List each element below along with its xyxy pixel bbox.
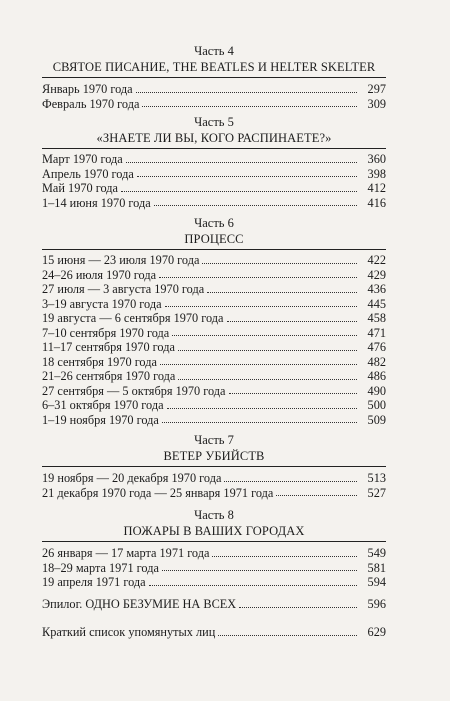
entry-page: 509	[367, 412, 386, 427]
entry-label: Январь 1970 года	[42, 82, 133, 96]
part-7-section	[42, 433, 386, 500]
entry-page: 412	[367, 181, 386, 195]
entry-page: 482	[367, 354, 386, 369]
divider	[42, 77, 386, 78]
part-title: ПРОЦЕСС	[184, 232, 244, 246]
dot-leader	[162, 413, 357, 424]
dot-leader	[212, 546, 357, 557]
entry-label: 18 сентября 1970 года	[42, 354, 157, 369]
dot-leader	[224, 471, 357, 482]
entry-label: Февраль 1970 года	[42, 96, 140, 111]
toc-entry[interactable]	[42, 268, 386, 283]
part-number: Часть 8	[194, 508, 234, 522]
entry-page: 297	[367, 82, 386, 96]
toc-entry[interactable]	[42, 471, 386, 486]
toc-entry[interactable]	[42, 152, 386, 167]
entry-label: Апрель 1970 года	[42, 166, 134, 181]
entry-page: 527	[367, 485, 386, 500]
dot-leader	[149, 575, 357, 586]
part-5-section	[42, 115, 386, 210]
toc-entry[interactable]	[42, 282, 386, 297]
toc-entry[interactable]	[42, 384, 386, 399]
entry-page: 360	[367, 152, 386, 166]
entry-label: 24–26 июля 1970 года	[42, 267, 157, 282]
index-list-section	[42, 625, 386, 640]
entry-page: 486	[367, 369, 386, 383]
dot-leader	[207, 282, 357, 293]
entry-label: Март 1970 года	[42, 152, 123, 166]
entry-page: 513	[367, 471, 386, 485]
epilogue-section	[42, 597, 386, 612]
entry-page: 594	[367, 575, 386, 589]
toc-entry-index-list[interactable]	[42, 625, 386, 640]
toc-entry[interactable]	[42, 398, 386, 413]
toc-entry[interactable]	[42, 181, 386, 196]
entry-label: 3–19 августа 1970 года	[42, 296, 162, 311]
entry-label: 1–14 июня 1970 года	[42, 195, 151, 210]
entry-label: 7–10 сентября 1970 года	[42, 325, 170, 340]
toc-entry[interactable]	[42, 326, 386, 341]
toc-entry[interactable]	[42, 486, 386, 501]
toc-entry[interactable]	[42, 82, 386, 97]
entry-label: 19 апреля 1971 года	[42, 575, 146, 589]
entry-page: 476	[367, 340, 386, 354]
dot-leader	[178, 369, 357, 380]
part-title: «ЗНАЕТЕ ЛИ ВЫ, КОГО РАСПИНАЕТЕ?»	[96, 131, 332, 145]
entry-page: 309	[367, 96, 386, 111]
entry-label: 15 июня — 23 июля 1970 года	[42, 253, 200, 267]
entry-page: 436	[367, 282, 386, 296]
part-4-section	[42, 44, 386, 111]
part-6-section	[42, 216, 386, 427]
entry-page: 398	[367, 166, 386, 181]
toc-entry[interactable]	[42, 355, 386, 370]
entry-label: 19 ноября — 20 декабря 1970 года	[42, 471, 222, 485]
entry-label: 27 июля — 3 августа 1970 года	[42, 282, 205, 296]
dot-leader	[276, 486, 357, 497]
dot-leader	[167, 398, 357, 409]
toc-entry[interactable]	[42, 340, 386, 355]
dot-leader	[165, 297, 357, 308]
toc-entry[interactable]	[42, 167, 386, 182]
entry-label: 27 сентября — 5 октября 1970 года	[42, 383, 226, 398]
toc-entry[interactable]	[42, 413, 386, 428]
entry-label: 1–19 ноября 1970 года	[42, 412, 159, 427]
dot-leader	[126, 152, 357, 163]
entry-label: 21 декабря 1970 года — 25 января 1971 года	[42, 485, 274, 500]
part-number: Часть 6	[194, 216, 234, 230]
toc-entry[interactable]	[42, 297, 386, 312]
dot-leader	[172, 326, 357, 337]
entry-label: 18–29 марта 1971 года	[42, 560, 159, 575]
dot-leader	[159, 268, 357, 279]
divider	[42, 541, 386, 542]
divider	[42, 148, 386, 149]
entry-label: 11–17 сентября 1970 года	[42, 340, 175, 354]
part-title: ВЕТЕР УБИЙСТВ	[163, 449, 265, 463]
dot-leader	[136, 82, 357, 93]
toc-entry[interactable]	[42, 311, 386, 326]
toc-entry[interactable]	[42, 561, 386, 576]
toc-entry[interactable]	[42, 546, 386, 561]
part-title: СВЯТОЕ ПИСАНИЕ, THE BEATLES И HELTER SKELTER	[52, 60, 376, 74]
toc-entry[interactable]	[42, 253, 386, 268]
entry-page: 596	[367, 597, 386, 611]
dot-leader	[227, 311, 358, 322]
entry-page: 416	[367, 195, 386, 210]
dot-leader	[162, 561, 357, 572]
entry-page: 429	[367, 267, 386, 282]
entry-label: Краткий список упомянутых лиц	[42, 625, 216, 639]
dot-leader	[154, 196, 357, 207]
dot-leader	[202, 253, 357, 264]
dot-leader	[229, 384, 358, 395]
dot-leader	[142, 97, 357, 108]
entry-label: 6–31 октября 1970 года	[42, 398, 164, 412]
dot-leader	[160, 355, 357, 366]
divider	[42, 249, 386, 250]
toc-entry[interactable]	[42, 369, 386, 384]
dot-leader	[239, 597, 357, 608]
entry-page: 629	[367, 625, 386, 639]
dot-leader	[218, 625, 357, 636]
part-8-section	[42, 508, 386, 590]
toc-entry[interactable]	[42, 575, 386, 590]
entry-label: 21–26 сентября 1970 года	[42, 369, 176, 383]
part-number: Часть 7	[194, 433, 234, 447]
part-title: ПОЖАРЫ В ВАШИХ ГОРОДАХ	[123, 524, 305, 538]
entry-label: Май 1970 года	[42, 181, 118, 195]
entry-label: 26 января — 17 марта 1971 года	[42, 546, 210, 560]
part-number: Часть 5	[194, 115, 234, 129]
dot-leader	[121, 181, 357, 192]
entry-label: Эпилог. ОДНО БЕЗУМИЕ НА ВСЕХ	[42, 597, 237, 611]
entry-page: 500	[367, 398, 386, 412]
entry-page: 549	[367, 546, 386, 560]
entry-page: 422	[367, 253, 386, 267]
dot-leader	[137, 167, 357, 178]
toc-entry[interactable]	[42, 97, 386, 112]
toc-entry-epilogue[interactable]	[42, 597, 386, 612]
toc-entry[interactable]	[42, 196, 386, 211]
part-number: Часть 4	[194, 44, 234, 58]
entry-page: 490	[367, 383, 386, 398]
entry-page: 471	[367, 325, 386, 340]
dot-leader	[178, 340, 357, 351]
entry-page: 581	[367, 560, 386, 575]
divider	[42, 466, 386, 467]
entry-label: 19 августа — 6 сентября 1970 года	[42, 311, 224, 325]
entry-page: 458	[367, 311, 386, 325]
entry-page: 445	[367, 296, 386, 311]
